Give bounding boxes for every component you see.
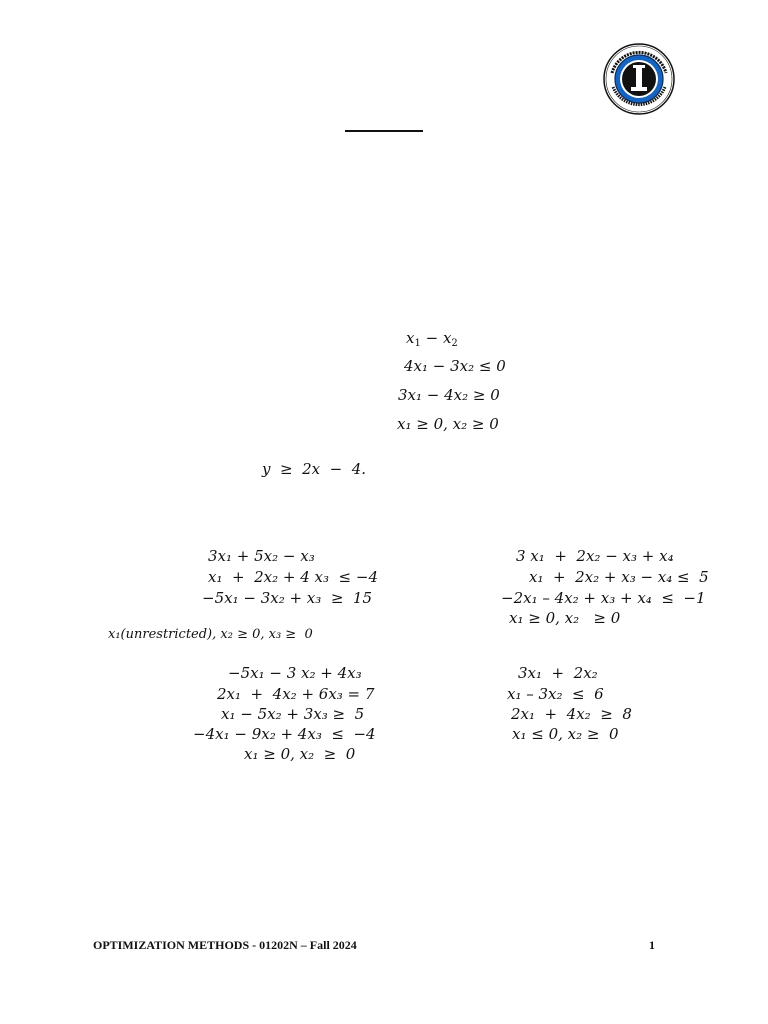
problem4-line-4: −4x₁ − 9x₂ + 4x₃ ≤ −4	[193, 725, 376, 743]
problem3-line-3: −2x₁ – 4x₂ + x₃ + x₄ ≤ −1	[501, 589, 706, 607]
problem2-line-1: 3x₁ + 5x₂ − x₃	[208, 547, 315, 565]
problem5-line-4: x₁ ≤ 0, x₂ ≥ 0	[512, 725, 619, 743]
problem2-line-3: −5x₁ − 3x₂ + x₃ ≥ 15	[202, 589, 373, 607]
problem3-line-2: x₁ + 2x₂ + x₃ − x₄ ≤ 5	[529, 568, 709, 586]
problem2-line-2: x₁ + 2x₂ + 4 x₃ ≤ −4	[208, 568, 379, 586]
problem3-line-1: 3 x₁ + 2x₂ − x₃ + x₄	[516, 547, 674, 565]
problem1-objective: $x_1 - x_2$	[406, 329, 458, 349]
problem5-line-3: 2x₁ + 4x₂ ≥ 8	[511, 705, 632, 723]
problem1-constraint-2: 3x₁ − 4x₂ ≥ 0	[398, 386, 500, 404]
problem4-line-3: x₁ − 5x₂ + 3x₃ ≥ 5	[221, 705, 365, 723]
problem3-line-4: x₁ ≥ 0, x₂ ≥ 0	[509, 609, 621, 627]
problem4-line-1: −5x₁ − 3 x₂ + 4x₃	[228, 664, 362, 682]
problem1-constraint-1: 4x₁ − 3x₂ ≤ 0	[404, 357, 506, 375]
problem4-line-5: x₁ ≥ 0, x₂ ≥ 0	[244, 745, 356, 763]
problem5-line-1: 3x₁ + 2x₂	[518, 664, 598, 682]
university-seal-logo	[603, 43, 675, 115]
problem2-bounds: x₁(unrestricted), x₂ ≥ 0, x₃ ≥ 0	[108, 627, 313, 642]
title-underline	[345, 130, 423, 132]
problem4-line-2: 2x₁ + 4x₂ + 6x₃ = 7	[217, 685, 375, 703]
problem1-constraint-3: x₁ ≥ 0, x₂ ≥ 0	[397, 415, 499, 433]
footer-page-number: 1	[649, 938, 655, 952]
problem5-line-2: x₁ – 3x₂ ≤ 6	[507, 685, 604, 703]
footer-course-title: OPTIMIZATION METHODS - 01202N – Fall 2024	[93, 938, 357, 952]
inequality-expression: y ≥ 2x − 4.	[262, 460, 367, 478]
